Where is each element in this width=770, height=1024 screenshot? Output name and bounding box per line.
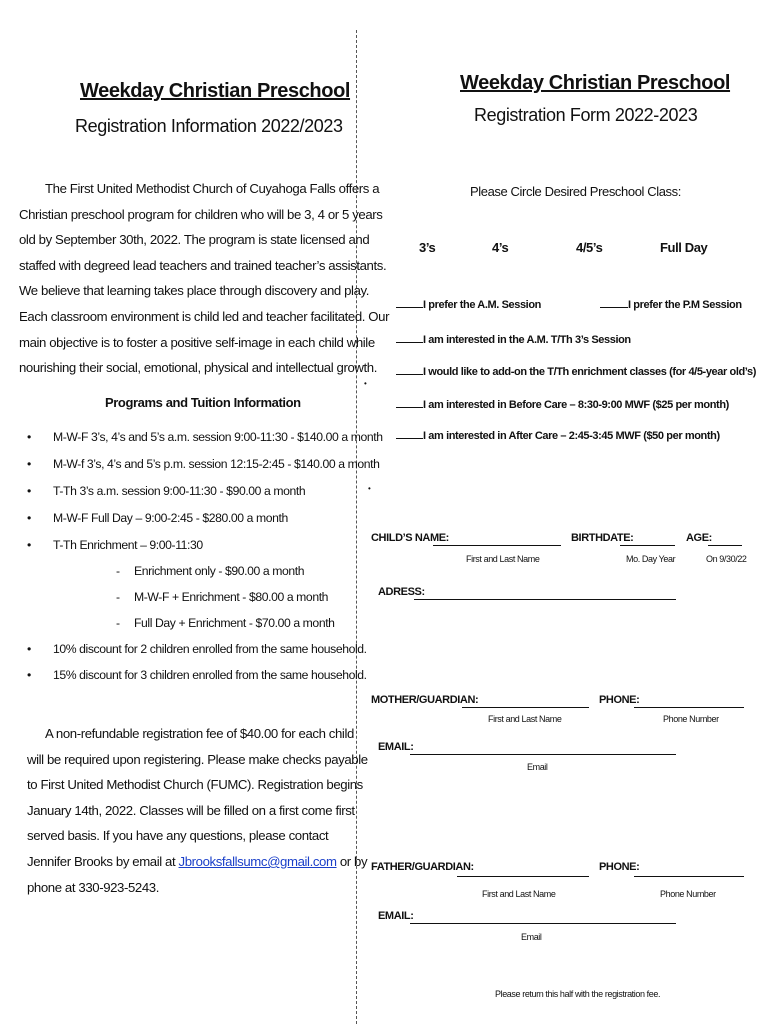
class-option-4s[interactable]: 4’s — [492, 240, 509, 255]
father-phone-label: PHONE: — [599, 861, 640, 873]
addon-option[interactable]: I would like to add-on the T/Th enrichment classes (for 4/5-year old’s) — [396, 364, 756, 378]
mother-name-field[interactable] — [462, 707, 589, 708]
age-label: AGE: — [686, 532, 712, 544]
bullet-item: • M-W-F Full Day – 9:00-2:45 - $280.00 a month — [27, 511, 288, 525]
intro-line: staffed with degreed lead teachers and trained teacher’s assistants. — [19, 257, 387, 273]
class-option-full-day[interactable]: Full Day — [660, 240, 708, 255]
pm-session-option[interactable]: I prefer the P.M Session — [600, 297, 742, 311]
intro-line: old by September 30th, 2022. The program is state licensed and — [19, 232, 370, 248]
mother-phone-field[interactable] — [634, 707, 744, 708]
father-phone-caption: Phone Number — [660, 889, 716, 899]
father-phone-field[interactable] — [634, 876, 744, 877]
mother-name-caption: First and Last Name — [488, 714, 562, 724]
contact-line: Jennifer Brooks by email at Jbrooksfallsumc@gmail.com or by — [27, 853, 368, 869]
sub-item: - M-W-F + Enrichment - $80.00 a month — [116, 590, 329, 604]
bullet-item: • M-W-f 3’s, 4’s and 5’s p.m. session 12:15-2:45 - $140.00 a month — [27, 457, 380, 471]
intro-line: The First United Methodist Church of Cuyahoga Falls offers a — [45, 181, 380, 196]
intro-line: Christian preschool program for children who will be 3, 4 or 5 years — [19, 206, 383, 222]
fee-paragraph — [27, 721, 368, 900]
age-caption: On 9/30/22 — [706, 554, 747, 564]
left-subtitle: Registration Information 2022/2023 — [75, 116, 343, 136]
age-field[interactable] — [708, 545, 742, 546]
left-title: Weekday Christian Preschool — [80, 80, 351, 102]
birthdate-field[interactable] — [620, 545, 675, 546]
mother-phone-caption: Phone Number — [663, 714, 719, 724]
fee-line: A non-refundable registration fee of $40.00 for each child — [45, 726, 354, 741]
father-name-caption: First and Last Name — [482, 889, 556, 899]
intro-line: Each classroom environment is child led and teacher facilitated. Our — [19, 308, 390, 324]
after-care-option[interactable]: I am interested in After Care – 2:45-3:45 MWF ($50 per month) — [396, 428, 720, 442]
address-field[interactable] — [414, 599, 676, 600]
fee-line: served basis. If you have any questions, please contact — [27, 828, 329, 844]
discount-item: • 10% discount for 2 children enrolled from the same household. — [27, 642, 367, 656]
circle-prompt: Please Circle Desired Preschool Class: — [470, 184, 681, 199]
intro-line: main objective is to foster a positive self-image in each child while — [19, 334, 375, 350]
mother-email-caption: Email — [527, 762, 548, 772]
before-care-option[interactable]: I am interested in Before Care – 8:30-9:00 MWF ($25 per month) — [396, 397, 729, 411]
address-label: ADRESS: — [378, 586, 425, 598]
mother-email-label: EMAIL: — [378, 741, 414, 753]
bullet-item: • M-W-F 3’s, 4’s and 5’s a.m. session 9:00-11:30 - $140.00 a month — [27, 430, 383, 444]
father-email-field[interactable] — [410, 923, 676, 924]
am-session-option[interactable]: I prefer the A.M. Session — [396, 297, 541, 311]
fee-line: January 14th, 2022. Classes will be filled on a first come first — [27, 802, 355, 818]
child-name-field[interactable] — [433, 545, 561, 546]
birthdate-caption: Mo. Day Year — [626, 554, 676, 564]
stray-mark: • — [368, 484, 371, 493]
child-name-caption: First and Last Name — [466, 554, 540, 564]
stray-mark: • — [364, 379, 367, 388]
programs-heading: Programs and Tuition Information — [105, 395, 301, 410]
intro-paragraph — [19, 176, 390, 381]
father-email-caption: Email — [521, 932, 542, 942]
father-email-label: EMAIL: — [378, 910, 414, 922]
father-label: FATHER/GUARDIAN: — [371, 861, 474, 873]
sub-item: - Full Day + Enrichment - $70.00 a month — [116, 616, 335, 630]
child-name-label: CHILD’S NAME: — [371, 532, 449, 544]
sub-item: - Enrichment only - $90.00 a month — [116, 564, 305, 578]
phone-line: phone at 330-923-5243. — [27, 879, 159, 895]
mother-label: MOTHER/GUARDIAN: — [371, 694, 479, 706]
class-option-45s[interactable]: 4/5’s — [576, 240, 603, 255]
intro-line: nourishing their social, emotional, physical and intellectual growth. — [19, 360, 377, 376]
tth-session-option[interactable]: I am interested in the A.M. T/Th 3’s Session — [396, 332, 631, 346]
return-footer: Please return this half with the registration fee. — [495, 989, 661, 999]
father-name-field[interactable] — [457, 876, 589, 877]
bullet-item: • T-Th 3’s a.m. session 9:00-11:30 - $90.00 a month — [27, 484, 306, 498]
class-option-3s[interactable]: 3’s — [419, 240, 436, 255]
right-subtitle: Registration Form 2022-2023 — [474, 105, 698, 125]
contact-email-link[interactable]: Jbrooksfallsumc@gmail.com — [178, 853, 337, 869]
fee-line: to First United Methodist Church (FUMC). Registration begins — [27, 777, 363, 793]
right-title: Weekday Christian Preschool — [460, 72, 731, 94]
intro-line: We believe that learning takes place through discovery and play. — [19, 283, 369, 299]
mother-email-field[interactable] — [410, 754, 676, 755]
mother-phone-label: PHONE: — [599, 694, 640, 706]
fee-line: will be required upon registering. Please make checks payable — [27, 751, 368, 767]
bullet-item: • T-Th Enrichment – 9:00-11:30 — [27, 538, 203, 552]
discount-item: • 15% discount for 3 children enrolled from the same household. — [27, 668, 367, 682]
birthdate-label: BIRTHDATE: — [571, 532, 634, 544]
